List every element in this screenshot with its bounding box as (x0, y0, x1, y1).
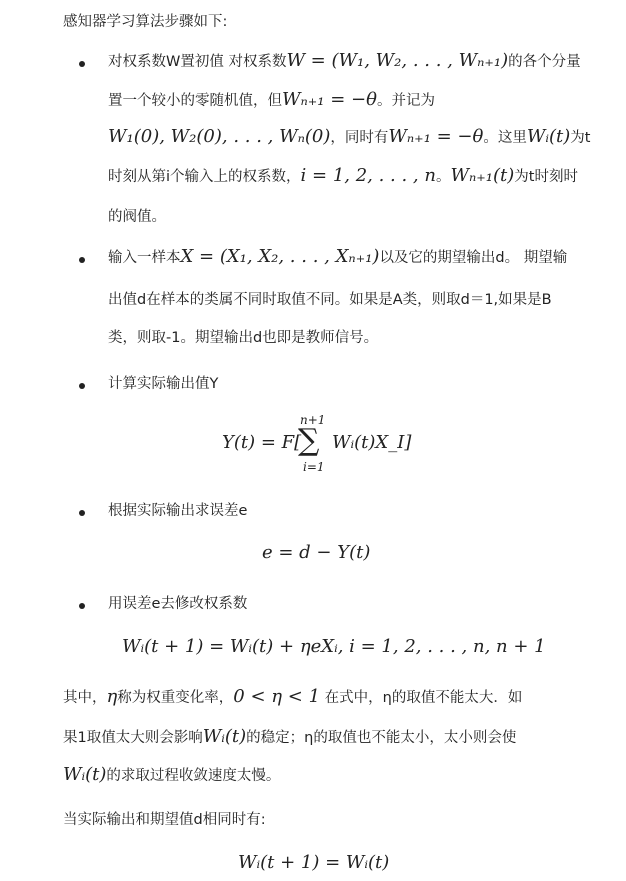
item1-line1-text: 对权系数W置初值 对权系数 (108, 54, 287, 70)
item1-line2-tail: 。并记为 (376, 93, 435, 109)
item1-line3 (108, 126, 590, 147)
equation-output-right: Wᵢ(t)X_I] (332, 432, 412, 453)
sum-upper-limit: n+1 (300, 413, 326, 427)
item1-line2-text: 置一个较小的零随机值，但 (108, 93, 282, 109)
item1-line4-tail2: 为t时刻时 (514, 169, 578, 185)
para2-text: 当实际输出和期望值d相同时有: (63, 812, 266, 828)
item5-text: 用误差e去修改权系数 (108, 596, 248, 612)
math-threshold: Wₙ₊₁ = −θ (282, 89, 377, 110)
item2-line1-tail: 以及它的期望输出d。 期望输 (379, 250, 568, 266)
item1-line1-tail: 的各个分量 (508, 54, 581, 70)
para1-line2-tail: 的稳定；η的取值也不能太小，太小则会使 (246, 730, 517, 746)
item1-line4 (108, 165, 578, 186)
math-wn1-t: Wₙ₊₁(t) (450, 165, 515, 186)
equation-error: e = d − Y(t) (262, 542, 371, 563)
equation-output-left: Y(t) = F[ (222, 432, 302, 453)
item1-line3-tail: 。这里 (483, 130, 527, 146)
para1-line3 (63, 764, 280, 785)
para1-line1-tail2: 在式中，η的取值不能太大．如 (320, 690, 523, 706)
math-wi-t: Wᵢ(t) (526, 126, 571, 147)
para1-line2 (63, 726, 516, 747)
item1-line5: 的阀值。 (108, 209, 166, 225)
math-weight-vector: W = (W₁, W₂, . . . , Wₙ₊₁) (286, 50, 509, 71)
para1-line2-text: 果1取值太大则会影响 (63, 730, 203, 746)
item2-line2: 出值d在样本的类属不同时取值不同。如果是A类，则取d＝1,如果是B (108, 292, 552, 308)
math-threshold-2: Wₙ₊₁ = −θ (388, 126, 484, 147)
item2-line1 (108, 246, 567, 267)
item1-line2 (108, 89, 435, 110)
math-initial-weights: W₁(0), W₂(0), . . . , Wₙ(0) (108, 126, 331, 147)
sum-symbol: ∑ (298, 423, 320, 458)
para1-line3-tail: 的求取过程收敛速度太慢。 (106, 768, 281, 784)
equation-converged: Wᵢ(t + 1) = Wᵢ(t) (238, 852, 390, 873)
intro-text: 感知器学习算法步骤如下: (63, 14, 228, 30)
sum-lower-limit: i=1 (303, 460, 325, 474)
bullet (79, 383, 85, 389)
bullet (79, 510, 85, 516)
math-wi-t: Wᵢ(t) (63, 764, 107, 785)
math-eta-range: 0 < η < 1 (233, 686, 321, 707)
math-wi-t: Wᵢ(t) (202, 726, 247, 747)
bullet (79, 603, 85, 609)
item2-line3: 类，则取-1。期望输出d也即是教师信号。 (108, 330, 379, 346)
para1-line1-text: 其中， (63, 690, 107, 706)
math-sample-vector: X = (X₁, X₂, . . . , Xₙ₊₁) (180, 246, 380, 267)
para1-line1 (63, 686, 522, 707)
item1-line1 (108, 50, 581, 71)
item1-line4-tail: 。 (435, 169, 451, 185)
item1-line4-text: 时刻从第i个输入上的权系数， (108, 169, 301, 185)
item2-line1-text: 输入一样本 (108, 250, 181, 266)
equation-weight-update: Wᵢ(t + 1) = Wᵢ(t) + ηeXᵢ, i = 1, 2, . . . , n, n + 1 (122, 636, 546, 657)
math-eta: η (106, 686, 118, 707)
item1-line3-tail2: 为t (570, 130, 591, 146)
math-index-range: i = 1, 2, . . . , n (300, 165, 436, 186)
bullet (79, 257, 85, 263)
item4-text: 根据实际输出求误差e (108, 503, 248, 519)
item1-line3-text: ，同时有 (330, 130, 389, 146)
bullet (79, 61, 85, 67)
item3-text: 计算实际输出值Y (108, 376, 219, 392)
para1-line1-tail: 称为权重变化率， (117, 690, 234, 706)
